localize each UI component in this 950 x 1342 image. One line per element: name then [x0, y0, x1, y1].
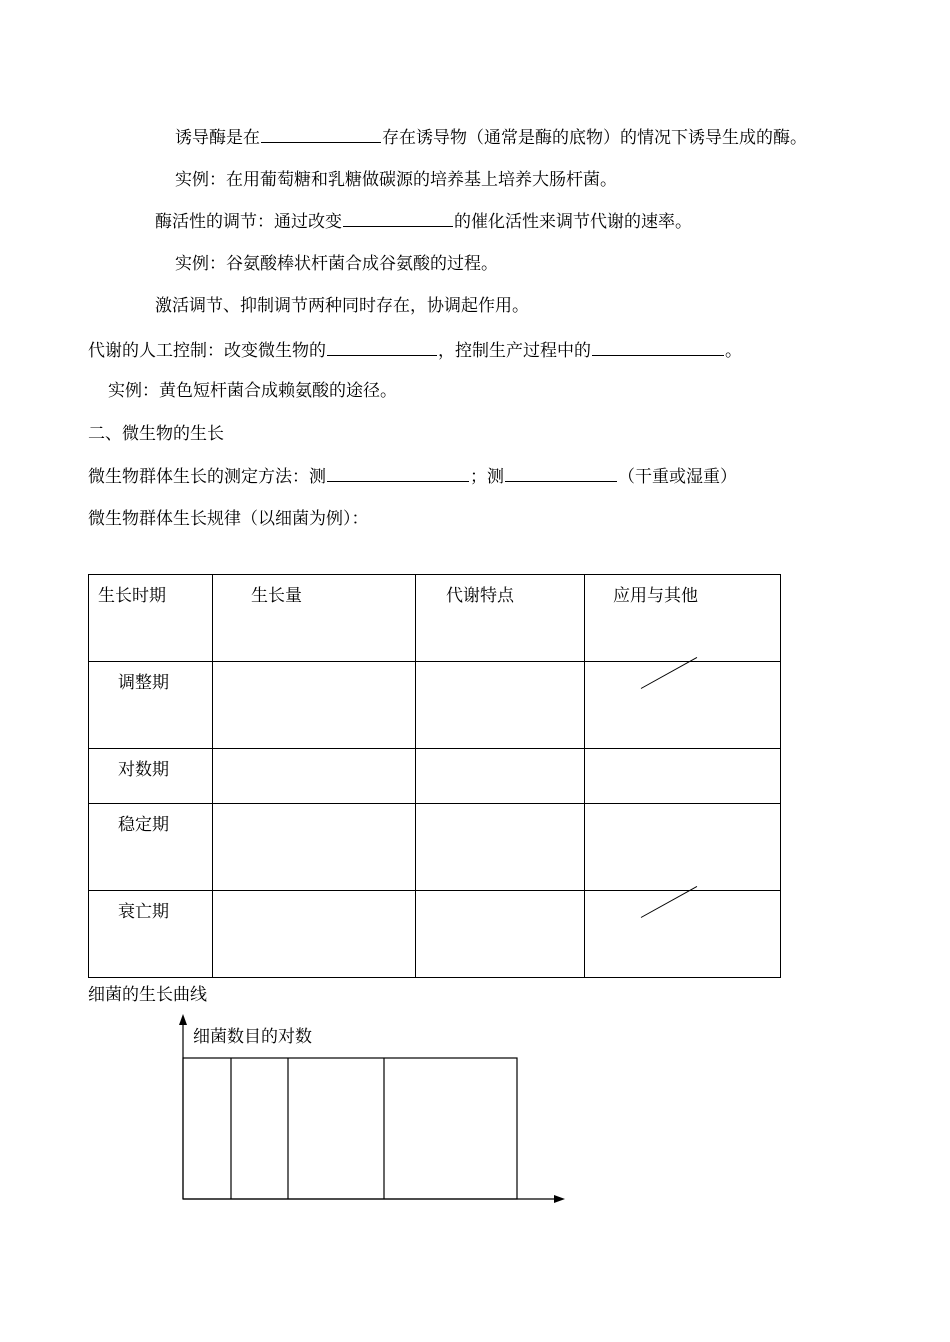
fill-blank[interactable] — [327, 465, 469, 482]
answer-cell[interactable] — [213, 804, 416, 891]
table-header-cell — [585, 575, 781, 662]
table-row — [89, 662, 781, 749]
paragraph-artificial-control — [88, 339, 742, 362]
y-axis-label: 细菌数目的对数 — [193, 1027, 312, 1047]
text-segment: 激活调节、抑制调节两种同时存在，协调起作用。 — [155, 296, 529, 316]
growth-phase-table — [88, 574, 781, 978]
table-header-cell — [213, 575, 416, 662]
growth-curve-diagram — [170, 1010, 580, 1215]
answer-cell[interactable] — [213, 662, 416, 749]
paragraph-regulation — [155, 295, 529, 317]
section-heading — [88, 423, 224, 445]
phase-label: 调整期 — [118, 673, 169, 693]
table-header-row — [89, 575, 781, 662]
fill-blank[interactable] — [592, 339, 724, 356]
fill-blank[interactable] — [327, 339, 437, 356]
answer-cell[interactable] — [213, 891, 416, 978]
text-segment: 酶活性的调节：通过改变 — [155, 212, 342, 232]
text-segment: 实例：黄色短杆菌合成赖氨酸的途径。 — [108, 381, 397, 401]
paragraph-example-ecoli — [175, 169, 617, 191]
fill-blank[interactable] — [261, 126, 381, 143]
text-segment: 微生物群体生长规律（以细菌为例）： — [88, 509, 369, 529]
slash-mark — [641, 886, 697, 918]
slash-mark — [641, 657, 697, 689]
header-label: 生长量 — [251, 586, 302, 606]
text-segment: 二、微生物的生长 — [88, 424, 224, 444]
table-row — [89, 891, 781, 978]
text-segment: ；测 — [470, 467, 504, 487]
phase-label: 对数期 — [118, 760, 169, 780]
paragraph-growth-law — [88, 508, 369, 530]
answer-cell[interactable] — [416, 662, 585, 749]
header-label: 应用与其他 — [613, 586, 698, 606]
answer-cell[interactable] — [585, 749, 781, 804]
x-axis-arrow-icon — [554, 1195, 565, 1203]
text-segment: 微生物群体生长的测定方法：测 — [88, 467, 326, 487]
text-segment: 实例：在用葡萄糖和乳糖做碳源的培养基上培养大肠杆菌。 — [175, 170, 617, 190]
paragraph-measurement — [88, 465, 737, 488]
table-header-cell — [89, 575, 213, 662]
text-segment: 的催化活性来调节代谢的速率。 — [454, 212, 692, 232]
phase-label: 稳定期 — [118, 815, 169, 835]
text-segment: 实例：谷氨酸棒状杆菌合成谷氨酸的过程。 — [175, 254, 498, 274]
phase-label: 衰亡期 — [118, 902, 169, 922]
phase-frame — [183, 1058, 517, 1199]
paragraph-example-glutamate — [175, 253, 498, 275]
answer-cell[interactable] — [416, 749, 585, 804]
text-segment: 诱导酶是在 — [175, 128, 260, 148]
header-label: 代谢特点 — [446, 586, 514, 606]
text-segment: 代谢的人工控制：改变微生物的 — [88, 341, 326, 361]
paragraph-example-lysine — [108, 380, 397, 402]
curve-caption — [88, 984, 207, 1006]
phase-cell — [89, 662, 213, 749]
fill-blank[interactable] — [343, 210, 453, 227]
phase-cell — [89, 804, 213, 891]
answer-cell[interactable] — [213, 749, 416, 804]
paragraph-inducible-enzyme — [175, 126, 807, 149]
answer-cell-crossed — [585, 662, 781, 749]
phase-cell — [89, 749, 213, 804]
answer-cell[interactable] — [585, 804, 781, 891]
header-label: 生长时期 — [98, 586, 166, 606]
answer-cell-crossed — [585, 891, 781, 978]
text-segment: 。 — [725, 341, 742, 361]
table-header-cell — [416, 575, 585, 662]
answer-cell[interactable] — [416, 891, 585, 978]
y-axis-arrow-icon — [179, 1014, 187, 1025]
answer-cell[interactable] — [416, 804, 585, 891]
text-segment: 细菌的生长曲线 — [88, 985, 207, 1005]
text-segment: ，控制生产过程中的 — [438, 341, 591, 361]
phase-cell — [89, 891, 213, 978]
table-row — [89, 804, 781, 891]
table-row — [89, 749, 781, 804]
fill-blank[interactable] — [505, 465, 617, 482]
text-segment: （干重或湿重） — [618, 467, 737, 487]
text-segment: 存在诱导物（通常是酶的底物）的情况下诱导生成的酶。 — [382, 128, 807, 148]
paragraph-enzyme-activity — [155, 210, 692, 233]
